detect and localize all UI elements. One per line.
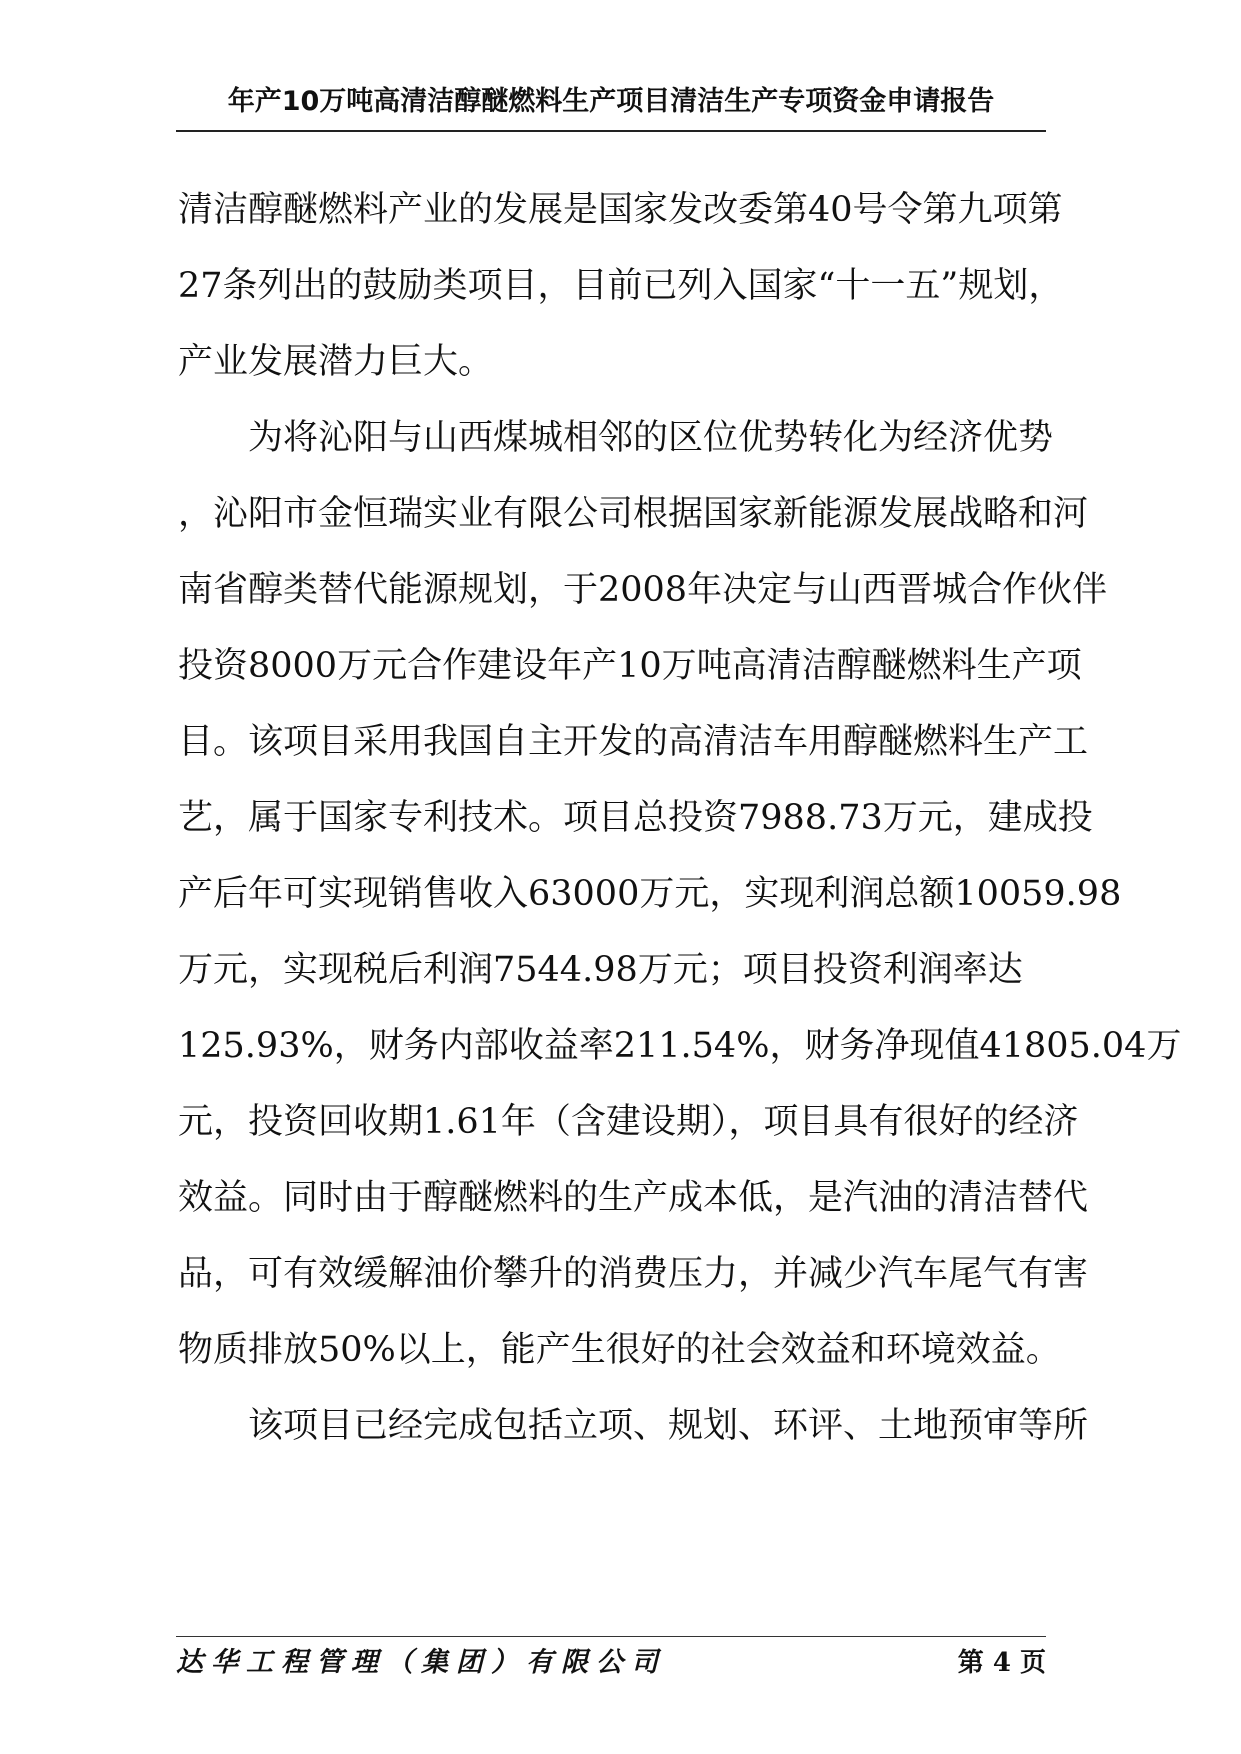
text-line: 清洁醇醚燃料产业的发展是国家发改委第40号令第九项第 [178,190,1063,230]
text-line: 该项目已经完成包括立项、规划、环评、土地预审等所 [178,1406,1089,1446]
text-line: ，沁阳市金恒瑞实业有限公司根据国家新能源发展战略和河 [178,494,1089,534]
text-line: 艺，属于国家专利技术。项目总投资7988.73万元，建成投 [178,798,1093,838]
page-header [176,84,1046,132]
text-line: 元，投资回收期1.61年（含建设期），项目具有很好的经济 [178,1102,1079,1142]
text-line: 27条列出的鼓励类项目，目前已列入国家“十一五”规划， [178,266,1064,306]
text-line: 目。该项目采用我国自主开发的高清洁车用醇醚燃料生产工 [178,722,1089,762]
body-text [178,182,1182,1474]
text-line: 效益。同时由于醇醚燃料的生产成本低，是汽油的清洁替代 [178,1178,1089,1218]
text-line: 投资8000万元合作建设年产10万吨高清洁醇醚燃料生产项 [178,646,1082,686]
text-line: 南省醇类替代能源规划，于2008年决定与山西晋城合作伙伴 [178,570,1108,610]
text-line: 125.93%，财务内部收益率211.54%，财务净现值41805.04万 [178,1026,1182,1066]
text-line: 为将沁阳与山西煤城相邻的区位优势转化为经济优势 [178,418,1054,458]
page-number: 第 4 页 [957,1648,1046,1678]
text-line: 万元，实现税后利润7544.98万元；项目投资利润率达 [178,950,1023,990]
text-line: 品，可有效缓解油价攀升的消费压力，并减少汽车尾气有害 [178,1254,1089,1294]
text-line: 产业发展潜力巨大。 [178,342,494,382]
text-line: 产后年可实现销售收入63000万元，实现利润总额10059.98 [178,874,1122,914]
company-name: 达华工程管理（集团）有限公司 [176,1647,666,1678]
page-footer [176,1636,1046,1681]
text-line: 物质排放50%以上，能产生很好的社会效益和环境效益。 [178,1330,1061,1370]
report-title: 年产10万吨高清洁醇醚燃料生产项目清洁生产专项资金申请报告 [227,86,995,117]
